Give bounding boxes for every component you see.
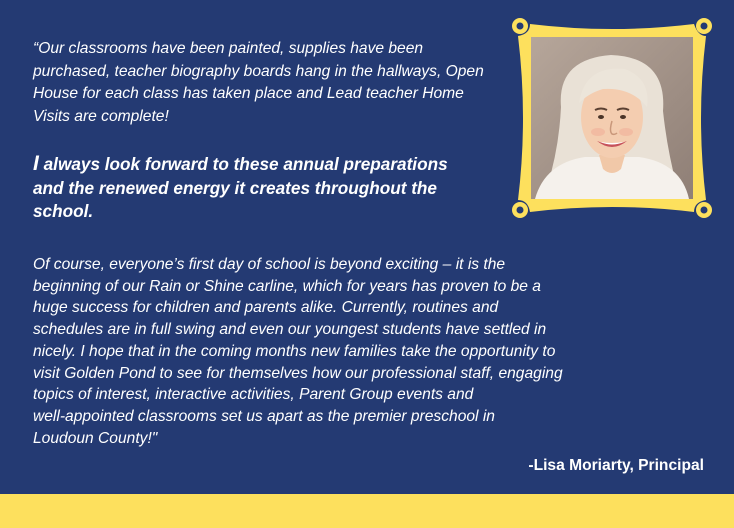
- signature: -Lisa Moriarty, Principal: [528, 457, 704, 474]
- quote-highlight-paragraph: [33, 152, 463, 224]
- yellow-footer-band: [0, 494, 734, 528]
- quote-paragraph-3: Of course, everyone’s first day of school is beyond exciting – it is the beginning of our Rain or Shine carline, which for years has proven to be a huge success for children and parents alike. Currently, routines and schedules are in full swing and even our youngest students have settled in nicely. I hope that in the coming months new families take the opportunity to visit Golden Pond to see for themselves how our professional staff, engaging topics of interest, interactive activities, Parent Group events and well-appointed classrooms set us apart as the premier preschool in Loudoun County!": [33, 256, 563, 447]
- principal-portrait: [531, 37, 693, 199]
- drop-cap-letter: I: [33, 152, 39, 175]
- quote-paragraph-1: “Our classrooms have been painted, supplies have been purchased, teacher biography boards hang in the hallways, Open House for each class has taken place and Lead teacher Home Visits are complete!: [33, 40, 484, 125]
- quote-highlight-text: always look forward to these annual preparations and the renewed energy it creates throughout the school.: [33, 154, 448, 221]
- portrait-illustration: [531, 37, 693, 199]
